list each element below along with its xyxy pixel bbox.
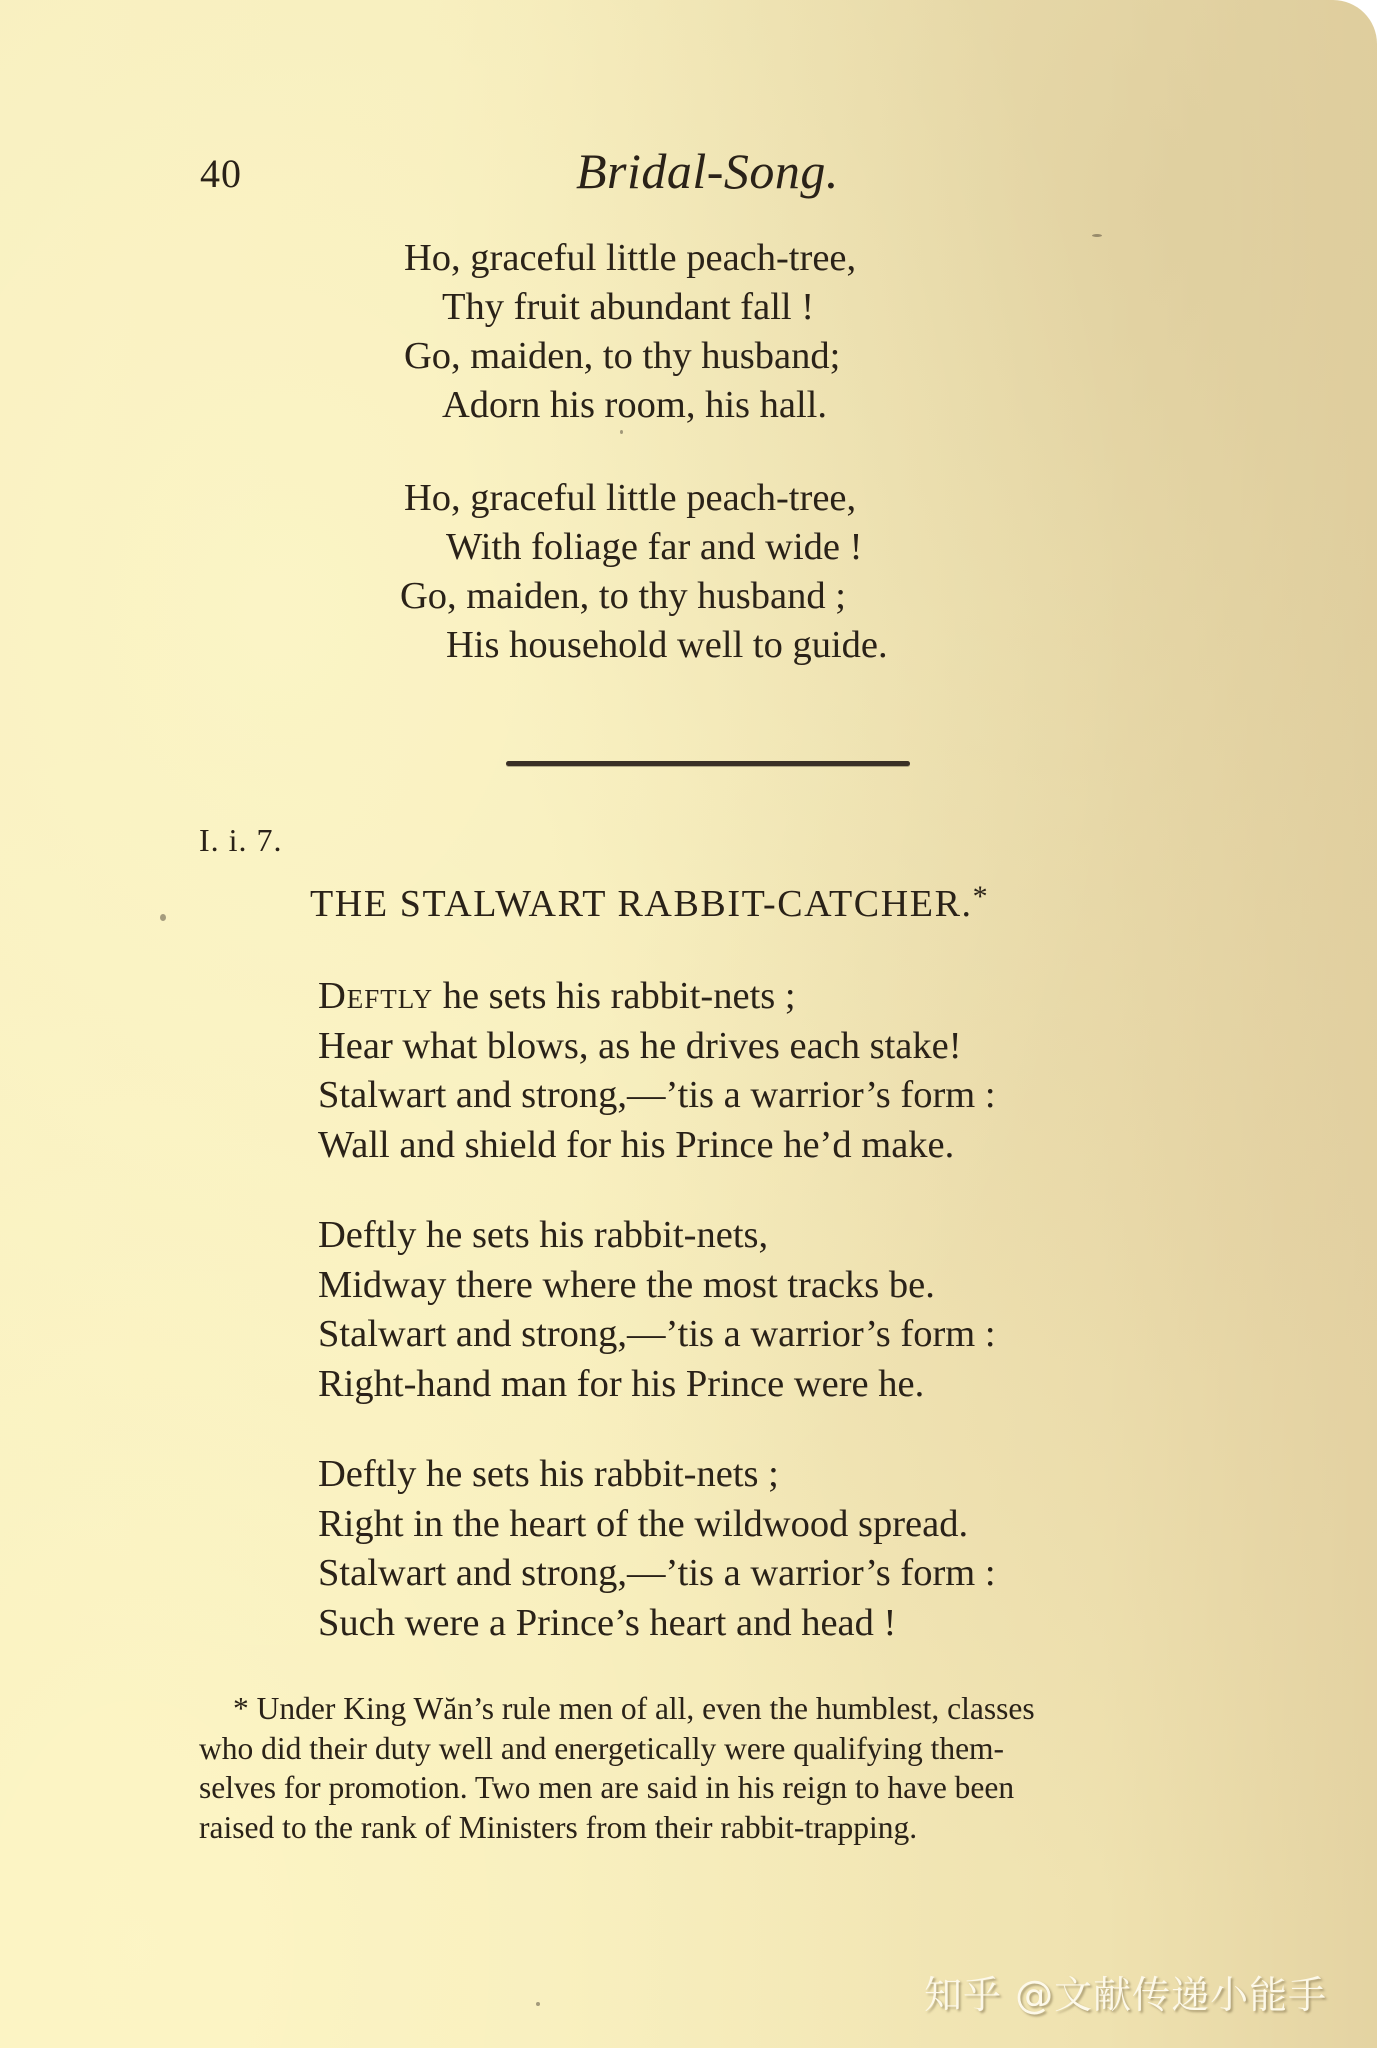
- footnote: [199, 1689, 1215, 1847]
- poem-line: Stalwart and strong,—’tis a warrior’s form :: [318, 1074, 996, 1116]
- page-number: 40: [200, 151, 242, 196]
- footnote-line: who did their duty well and energetically were qualifying them-: [199, 1730, 1005, 1766]
- poem-stanza: [318, 1211, 996, 1409]
- poem-line: [318, 972, 996, 1022]
- scan-speck: [1092, 234, 1102, 237]
- footnote-line: * Under King Wăn’s rule men of all, even the humblest, classes: [233, 1691, 1035, 1726]
- drop-word-smallcaps: Deftly: [318, 975, 434, 1017]
- poem-line: Wall and shield for his Prince he’d make.: [318, 1123, 955, 1166]
- poem-line: His household well to guide.: [446, 624, 888, 666]
- scan-speck: [160, 914, 166, 921]
- footnote-line: selves for promotion. Two men are said in his reign to have been: [199, 1770, 1015, 1805]
- poem-line: Stalwart and strong,—’tis a warrior’s form :: [318, 1313, 996, 1355]
- poem-stanza: [400, 474, 888, 670]
- poem-line: Deftly he sets his rabbit-nets,: [318, 1214, 769, 1256]
- scan-speck: [536, 2002, 540, 2006]
- poem-line: Right in the heart of the wildwood spread.: [318, 1502, 969, 1545]
- poem-line: Midway there where the most tracks be.: [318, 1263, 935, 1306]
- running-head: Bridal-Song.: [576, 143, 839, 199]
- poem-stanza: [404, 234, 856, 430]
- section-divider-rule: [506, 761, 910, 766]
- poem-title: [310, 880, 989, 926]
- poem-line: Deftly he sets his rabbit-nets ;: [318, 1453, 779, 1495]
- poem-line: Go, maiden, to thy husband;: [404, 335, 841, 377]
- poem-line: Stalwart and strong,—’tis a warrior’s form :: [318, 1552, 996, 1594]
- poem-line: Go, maiden, to thy husband ;: [400, 575, 846, 617]
- watermark: 知乎 @文献传递小能手: [924, 1973, 1328, 2017]
- poem-line-rest: he sets his rabbit-nets ;: [433, 975, 796, 1017]
- poem-title-text: THE STALWART RABBIT-CATCHER.: [310, 883, 973, 925]
- scan-speck: [620, 430, 623, 434]
- poem-line: Ho, graceful little peach-tree,: [404, 237, 857, 279]
- poem-line: Right-hand man for his Prince were he.: [318, 1362, 925, 1405]
- poem-line: Adorn his room, his hall.: [442, 384, 827, 426]
- poem-line: Ho, graceful little peach-tree,: [404, 477, 857, 519]
- poem-stanza: [318, 1450, 996, 1648]
- poem-stanza: [318, 972, 996, 1170]
- footnote-marker: *: [972, 880, 990, 913]
- poem-line: Such were a Prince’s heart and head !: [318, 1601, 897, 1644]
- section-reference: I. i. 7.: [199, 822, 283, 858]
- footnote-line: raised to the rank of Ministers from their rabbit-trapping.: [199, 1809, 918, 1845]
- poem-line: With foliage far and wide !: [446, 526, 863, 568]
- poem-line: Thy fruit abundant fall !: [442, 286, 815, 328]
- poem-line: Hear what blows, as he drives each stake!: [318, 1024, 962, 1067]
